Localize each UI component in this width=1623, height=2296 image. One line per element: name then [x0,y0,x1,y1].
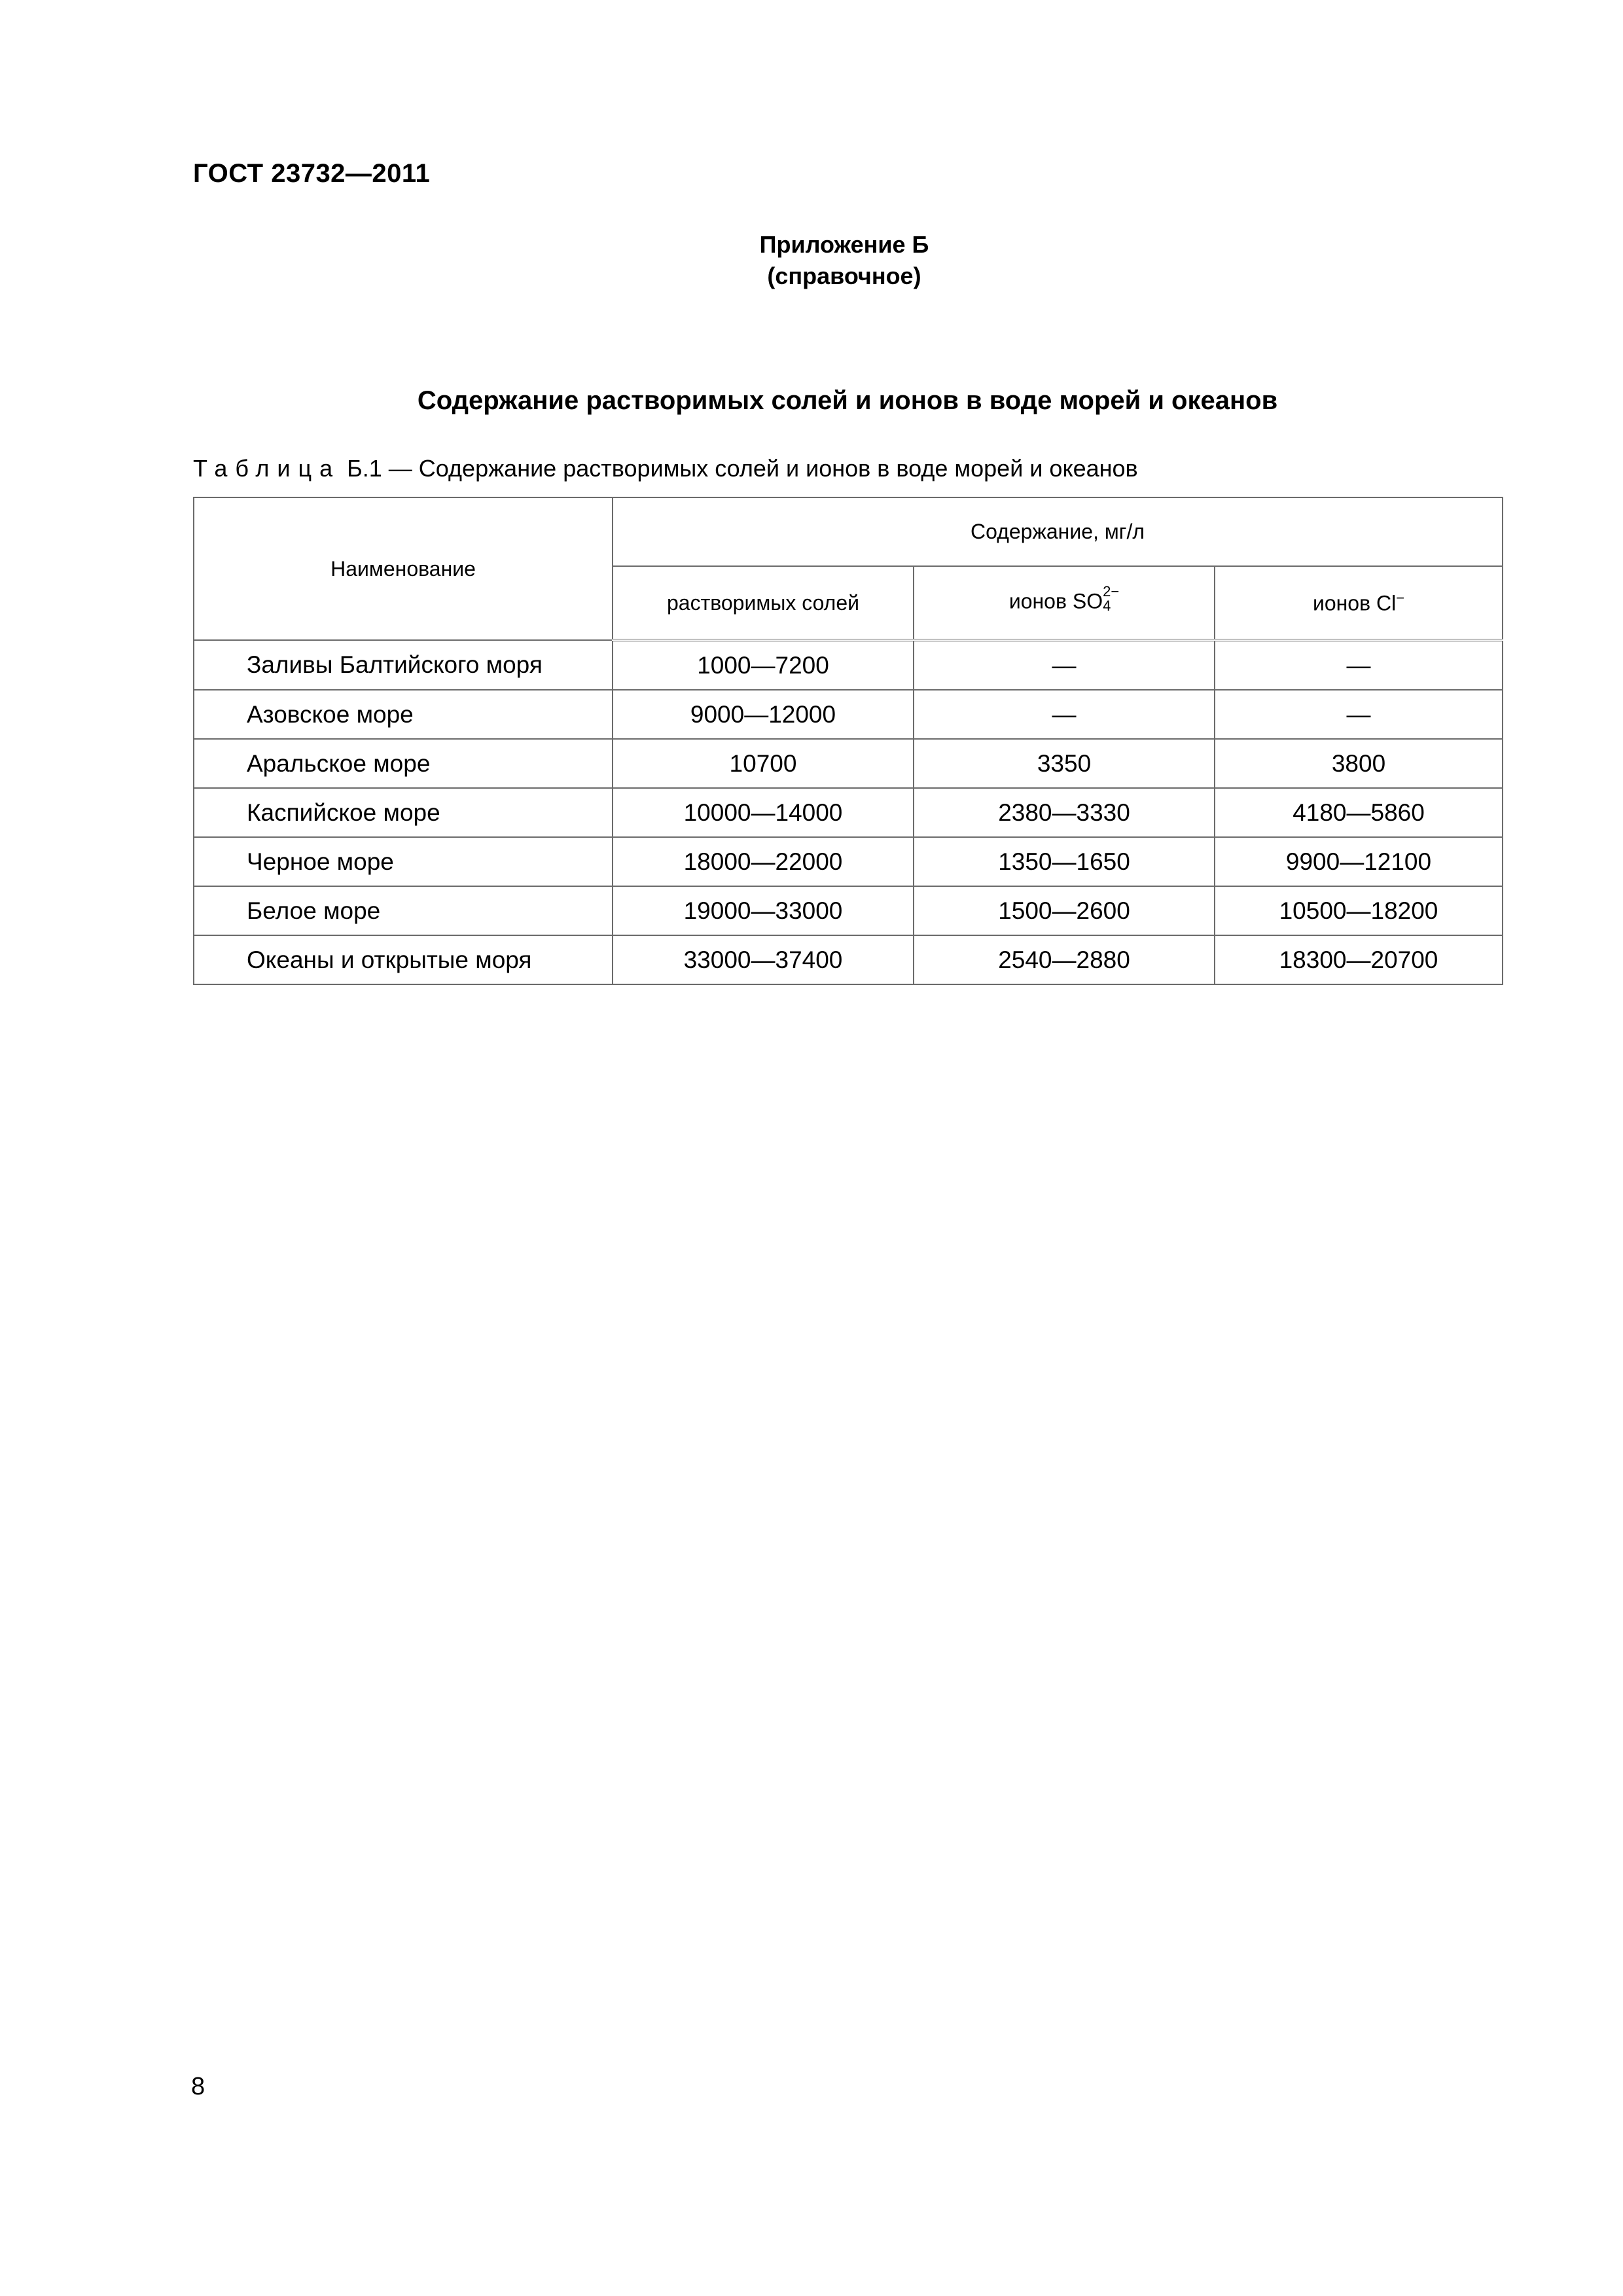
row-sulfate: 2380—3330 [914,788,1215,837]
row-soluble-salts: 10000—14000 [613,788,914,837]
header-soluble-salts: растворимых солей [613,566,914,640]
header-chloride-ions [1215,566,1503,640]
salt-content-table [193,497,1503,985]
header-content-group: Содержание, мг/л [613,497,1503,566]
row-chloride: — [1215,690,1503,739]
table-row [194,935,1503,984]
sulfate-label: ионов SO [1008,589,1103,613]
table-caption-prefix: Таблица [193,455,341,482]
chloride-label: ионов Cl [1312,591,1397,615]
header-name: Наименование [194,497,613,640]
row-name: Каспийское море [194,788,613,837]
row-soluble-salts: 19000—33000 [613,886,914,935]
section-title: Содержание растворимых солей и ионов в воде морей и океанов [417,386,1278,415]
row-sulfate: 2540—2880 [914,935,1215,984]
row-soluble-salts: 9000—12000 [613,690,914,739]
row-sulfate: 3350 [914,739,1215,788]
row-name: Аральское море [194,739,613,788]
header-sulfate-ions [914,566,1215,640]
row-soluble-salts: 33000—37400 [613,935,914,984]
table-row [194,739,1503,788]
row-name: Океаны и открытые моря [194,935,613,984]
table-row [194,690,1503,739]
table-row [194,788,1503,837]
row-chloride: 10500—18200 [1215,886,1503,935]
table-row [194,837,1503,886]
table-row [194,886,1503,935]
row-name: Черное море [194,837,613,886]
row-chloride: 9900—12100 [1215,837,1503,886]
row-sulfate: — [914,640,1215,690]
sulfate-formula [1008,583,1120,617]
sulfate-index [1103,584,1119,613]
chloride-charge: − [1396,590,1405,607]
row-chloride: 3800 [1215,739,1503,788]
sulfate-subscript: 4 [1103,598,1111,614]
row-chloride: — [1215,640,1503,690]
table-caption [193,455,1138,482]
appendix-title: Приложение Б [759,231,929,258]
row-chloride: 18300—20700 [1215,935,1503,984]
row-sulfate: 1500—2600 [914,886,1215,935]
document-code: ГОСТ 23732—2011 [193,159,431,188]
row-name: Азовское море [194,690,613,739]
row-sulfate: 1350—1650 [914,837,1215,886]
page-number: 8 [191,2073,205,2100]
table-row [194,640,1503,690]
row-soluble-salts: 1000—7200 [613,640,914,690]
row-soluble-salts: 10700 [613,739,914,788]
row-soluble-salts: 18000—22000 [613,837,914,886]
row-name: Заливы Балтийского моря [194,640,613,690]
row-name: Белое море [194,886,613,935]
row-chloride: 4180—5860 [1215,788,1503,837]
sulfate-charge: 2− [1103,583,1120,600]
row-sulfate: — [914,690,1215,739]
table-caption-text: Б.1 — Содержание растворимых солей и ионов в воде морей и океанов [340,455,1138,482]
appendix-note: (справочное) [767,262,921,289]
